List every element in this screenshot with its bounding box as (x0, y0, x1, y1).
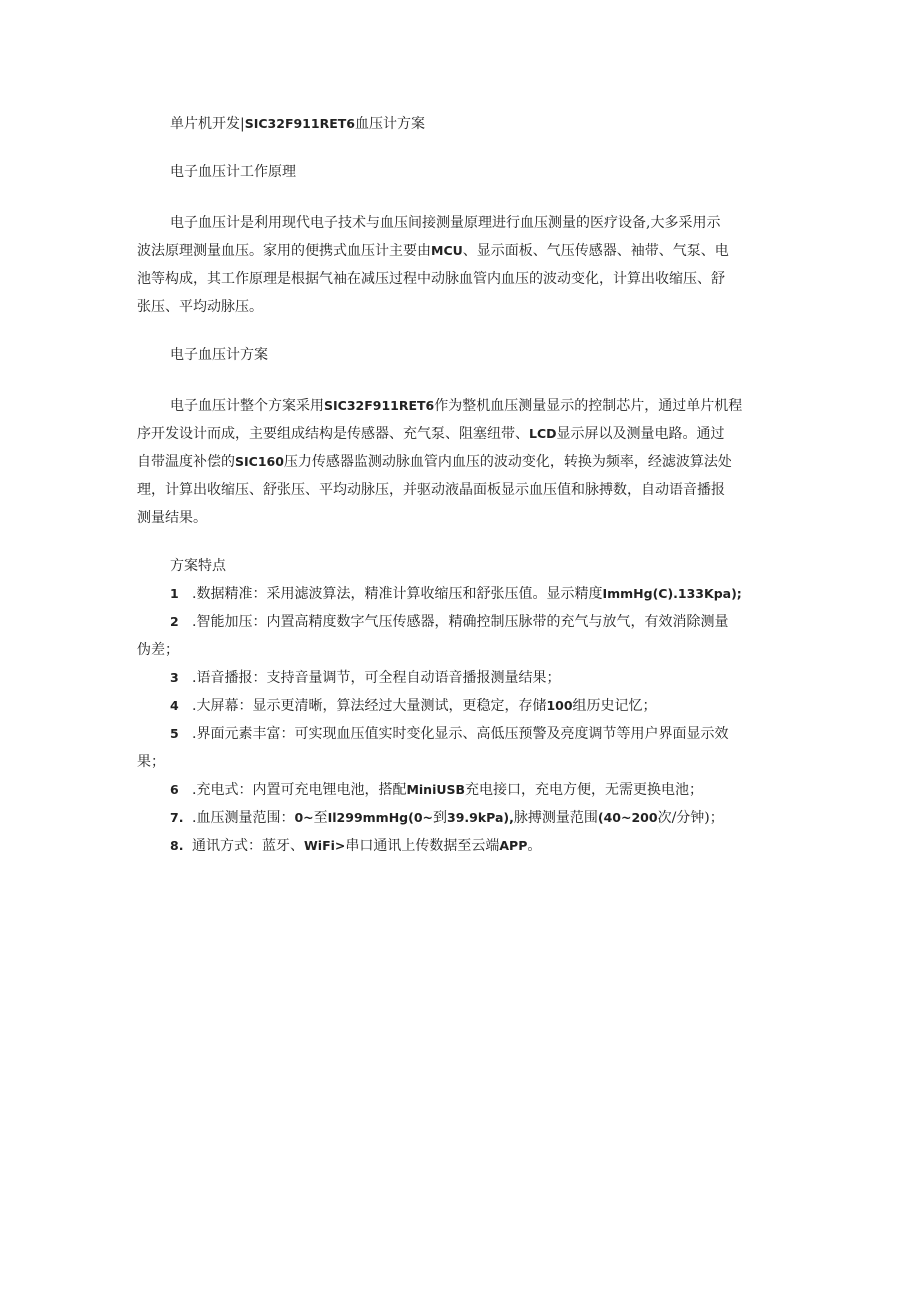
heading-solution: 电子血压计方案 (170, 347, 268, 363)
paragraph-line (137, 237, 785, 265)
feature-number: 4 (170, 698, 179, 713)
paragraph-line (137, 420, 785, 448)
feature-number: 6 (170, 782, 179, 797)
bold-term: 0~ (294, 810, 314, 825)
bold-term: APP (499, 838, 528, 853)
feature-text: .充电式：内置可充电锂电池，搭配 (192, 782, 407, 798)
bold-term: Il299mmHg(0~ (327, 810, 433, 825)
feature-item-4 (137, 692, 785, 720)
text-span: 波法原理测量血压。家用的便携式血压计主要由 (137, 243, 431, 259)
heading-working-principle: 电子血压计工作原理 (170, 164, 296, 180)
bold-term: MCU (431, 243, 463, 258)
title-chip-code: SIC32F911RET6 (244, 116, 355, 131)
feature-item-8 (137, 832, 785, 860)
text-span: 自带温度补偿的 (137, 454, 235, 470)
text-span: 作为整机血压测量显示的控制芯片，通过单片机程 (434, 398, 743, 414)
bold-term: SIC160 (235, 454, 284, 469)
feature-text: .界面元素丰富：可实现血压值实时变化显示、高低压预警及亮度调节等用户界面显示效 (192, 726, 729, 742)
feature-item-2 (137, 608, 785, 664)
bold-term: SIC32F911RET6 (324, 398, 435, 413)
bold-term: ImmHg(C).133Kpa); (602, 586, 742, 601)
text-span: 显示屏以及测量电路。通过 (556, 426, 725, 442)
feature-text: .智能加压：内置高精度数字气压传感器，精确控制压脉带的充气与放气，有效消除测量 (192, 614, 729, 630)
document-body (137, 110, 785, 860)
bold-term: LCD (529, 426, 557, 441)
paragraph-line: 理，计算出收缩压、舒张压、平均动脉压，并驱动液晶面板显示血压值和脉搏数，自动语音播报 (137, 482, 725, 498)
feature-text: 脉搏测量范围 (513, 810, 598, 826)
text-span: 电子血压计整个方案采用 (170, 398, 324, 414)
feature-item-5 (137, 720, 785, 776)
feature-text-continued: 果； (137, 754, 165, 770)
feature-text: 充电接口，充电方便，无需更换电池； (465, 782, 704, 798)
feature-text: 至 (313, 810, 328, 826)
feature-number: 3 (170, 670, 179, 685)
feature-text: .语音播报：支持音量调节，可全程自动语音播报测量结果； (192, 670, 561, 686)
document-title (137, 110, 785, 138)
paragraph-line: 测量结果。 (137, 510, 207, 526)
bold-term: (40~200 (597, 810, 658, 825)
feature-item-6 (137, 776, 785, 804)
paragraph-line (137, 448, 785, 476)
feature-text: 到 (433, 810, 447, 826)
bold-term: WiFi> (304, 838, 346, 853)
heading-features: 方案特点 (170, 558, 226, 574)
text-span: 、显示面板、气压传感器、袖带、气泵、电 (462, 243, 729, 259)
paragraph-line: 张压、平均动脉压。 (137, 299, 263, 315)
bold-term: 100 (546, 698, 573, 713)
bold-term: MiniUSB (406, 782, 466, 797)
paragraph-line: 电子血压计是利用现代电子技术与血压间接测量原理进行血压测量的医疗设备,大多采用示 (170, 215, 721, 231)
title-prefix: 单片机开发| (170, 116, 245, 132)
bold-term: 39.9kPa), (447, 810, 514, 825)
feature-number: 1 (170, 586, 179, 601)
title-suffix: 血压计方案 (354, 116, 425, 132)
feature-text: 组历史记忆； (572, 698, 657, 714)
feature-item-1 (137, 580, 785, 608)
feature-number: 7. (170, 810, 184, 825)
paragraph-line (137, 392, 785, 420)
feature-text: .数据精准：采用滤波算法，精准计算收缩压和舒张压值。显示精度 (192, 586, 603, 602)
paragraph-solution (137, 392, 785, 532)
feature-text-continued: 伪差； (137, 642, 179, 658)
text-span: 序开发设计而成，主要组成结构是传感器、充气泵、阻塞纽带、 (137, 426, 529, 442)
feature-text: 通讯方式：蓝牙、 (192, 838, 304, 854)
feature-number: 5 (170, 726, 179, 741)
feature-number: 8. (170, 838, 184, 853)
feature-item-3 (137, 664, 785, 692)
feature-item-7 (137, 804, 785, 832)
feature-text: 串口通讯上传数据至云端 (345, 838, 500, 854)
text-span: 压力传感器监测动脉血管内血压的波动变化，转换为频率，经滤波算法处 (283, 454, 732, 470)
feature-number: 2 (170, 614, 179, 629)
feature-text: 次/分钟)； (657, 810, 724, 826)
paragraph-line: 池等构成，其工作原理是根据气袖在减压过程中动脉血管内血压的波动变化，计算出收缩压、舒 (137, 271, 725, 287)
feature-text: .血压测量范围： (192, 810, 295, 826)
feature-text: 。 (527, 838, 542, 854)
feature-text: .大屏幕：显示更清晰，算法经过大量测试，更稳定，存储 (192, 698, 547, 714)
paragraph-working-principle (137, 209, 785, 321)
